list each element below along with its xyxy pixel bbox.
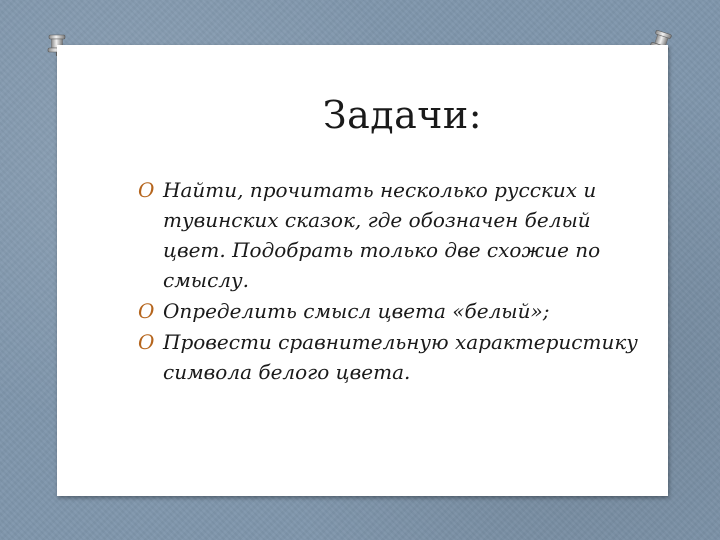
bullet-marker: O (138, 299, 155, 323)
slide-title: Задачи: (322, 93, 483, 137)
slide-card (57, 45, 668, 496)
bullet-list (139, 175, 639, 388)
bullet-item (139, 327, 639, 387)
bullet-text: Провести сравнительную характеристику символа белого цвета. (163, 330, 638, 384)
bullet-item (139, 175, 639, 295)
bullet-marker: O (138, 178, 155, 202)
bullet-marker: O (138, 330, 155, 354)
bullet-text: Найти, прочитать несколько русских и тувинских сказок, где обозначен белый цвет. Подобрать только две схожие по смыслу. (163, 178, 601, 292)
bullet-text: Определить смысл цвета «белый»; (163, 299, 550, 323)
bullet-item (139, 296, 639, 326)
